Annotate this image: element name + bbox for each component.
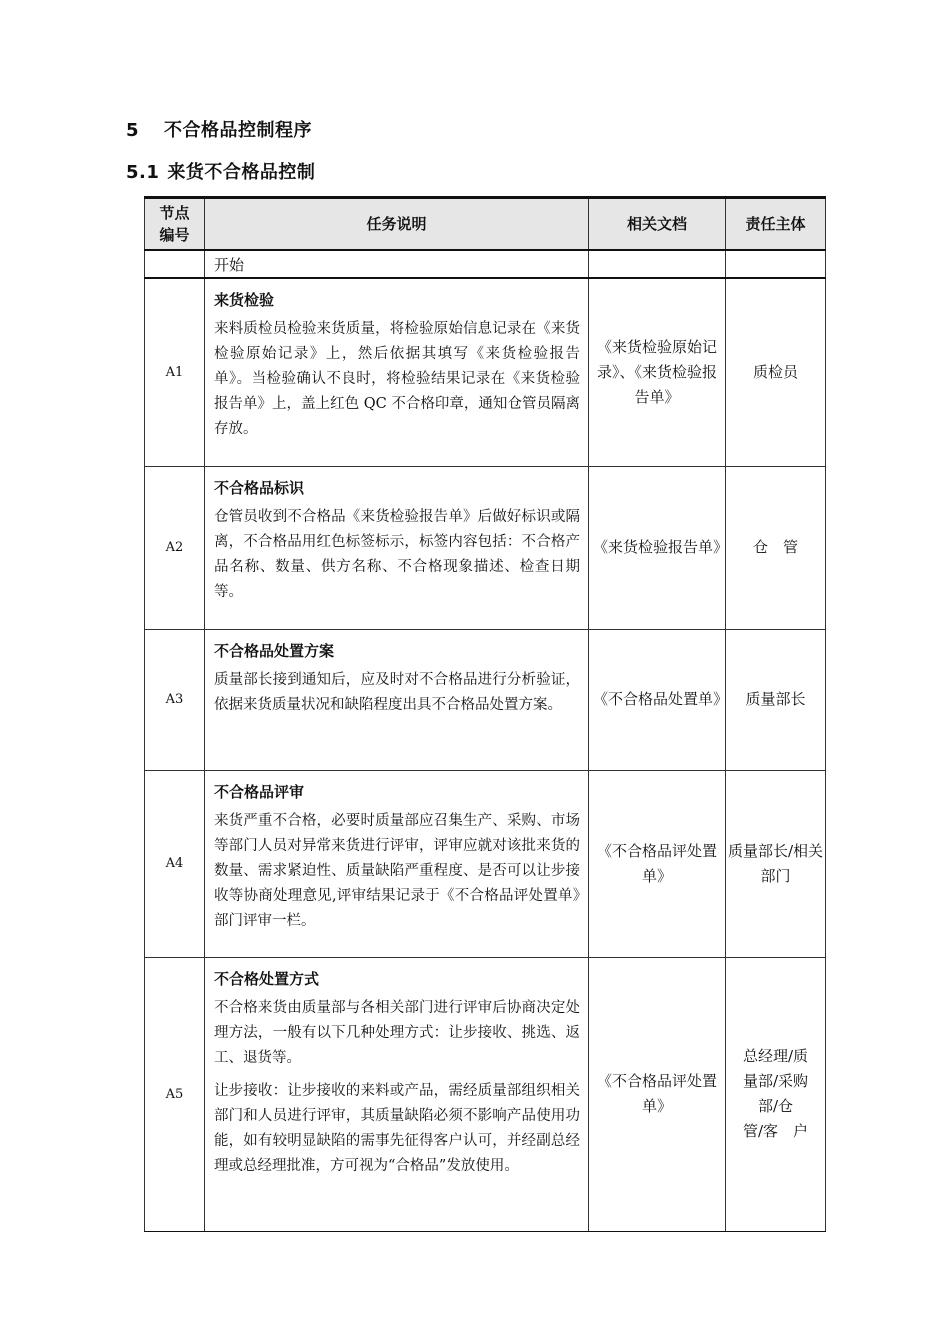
doc-cell: 《不合格品评处置单》 [589, 957, 726, 1231]
section-number: 5 [126, 120, 140, 141]
table-row [145, 278, 826, 466]
start-label: 开始 [214, 255, 245, 274]
table-row [145, 466, 826, 629]
task-body: 来货严重不合格，必要时质量部应召集生产、采购、市场等部门人员对异常来货进行评审，评审应就对该批来货的数量、需求紧迫性、质量缺陷严重程度、是否可以让步接收等协商处理意见,评审结果记录于《不合格品评处置单》部门评审一栏。 [214, 812, 580, 929]
doc-cell: 《不合格品处置单》 [589, 629, 726, 770]
task-body-secondary: 让步接收：让步接收的来料或产品，需经质量部组织相关部门和人员进行评审，其质量缺陷必须不影响产品使用功能，如有较明显缺陷的需事先征得客户认可，并经副总经理或总经理批准，方可视为“合格品”发放使用。 [214, 1082, 580, 1174]
resp-cell: 总经理/质量部/采购部/仓 管/客 户 [726, 957, 826, 1231]
task-body: 来料质检员检验来货质量，将检验原始信息记录在《来货检验原始记录》上，然后依据其填写《来货检验报告单》。当检验确认不良时，将检验结果记录在《来货检验报告单》上，盖上红色 QC 不合格印章，通知仓管员隔离存放。 [214, 321, 580, 437]
task-body: 不合格来货由质量部与各相关部门进行评审后协商决定处理方法，一般有以下几种处理方式：让步接收、挑选、返工、退货等。 [214, 999, 580, 1066]
node-id: A2 [145, 466, 205, 629]
table-row [145, 629, 826, 770]
task-cell [205, 629, 589, 770]
subsection-heading [126, 158, 315, 184]
procedure-table [144, 196, 826, 1232]
task-title: 不合格品处置方案 [214, 641, 335, 660]
doc-cell: 《来货检验原始记录》、《来货检验报告单》 [589, 278, 726, 466]
resp-cell: 仓 管 [726, 466, 826, 629]
header-node-id: 节点 编号 [145, 198, 205, 251]
task-body: 仓管员收到不合格品《来货检验报告单》后做好标识或隔离，不合格品用红色标签标示，标签内容包括：不合格产品名称、数量、供方名称、不合格现象描述、检查日期等。 [214, 508, 580, 600]
header-docs: 相关文档 [589, 198, 726, 251]
task-cell [205, 278, 589, 466]
task-title: 不合格品评审 [214, 782, 305, 801]
table-row [145, 957, 826, 1231]
subsection-title: 来货不合格品控制 [167, 162, 316, 183]
task-title: 来货检验 [214, 291, 275, 309]
task-cell [205, 957, 589, 1231]
resp-cell: 质检员 [726, 278, 826, 466]
task-cell [205, 770, 589, 957]
doc-cell: 《不合格品评处置单》 [589, 770, 726, 957]
section-heading [126, 116, 312, 142]
subsection-number: 5.1 [126, 162, 160, 183]
section-title: 不合格品控制程序 [164, 120, 312, 141]
task-cell [205, 466, 589, 629]
doc-cell: 《来货检验报告单》 [589, 466, 726, 629]
header-task: 任务说明 [205, 198, 589, 251]
resp-cell: 质量部长 [726, 629, 826, 770]
node-id: A3 [145, 629, 205, 770]
task-title: 不合格处置方式 [214, 969, 320, 988]
node-id: A1 [145, 278, 205, 466]
node-id: A5 [145, 957, 205, 1231]
resp-cell: 质量部长/相关部门 [726, 770, 826, 957]
header-resp: 责任主体 [726, 198, 826, 251]
task-title: 不合格品标识 [214, 478, 305, 497]
table-row-start [145, 250, 826, 278]
table-header-row [145, 198, 826, 251]
table-row [145, 770, 826, 957]
node-id: A4 [145, 770, 205, 957]
task-body: 质量部长接到通知后，应及时对不合格品进行分析验证，依据来货质量状况和缺陷程度出具不合格品处置方案。 [214, 671, 580, 713]
